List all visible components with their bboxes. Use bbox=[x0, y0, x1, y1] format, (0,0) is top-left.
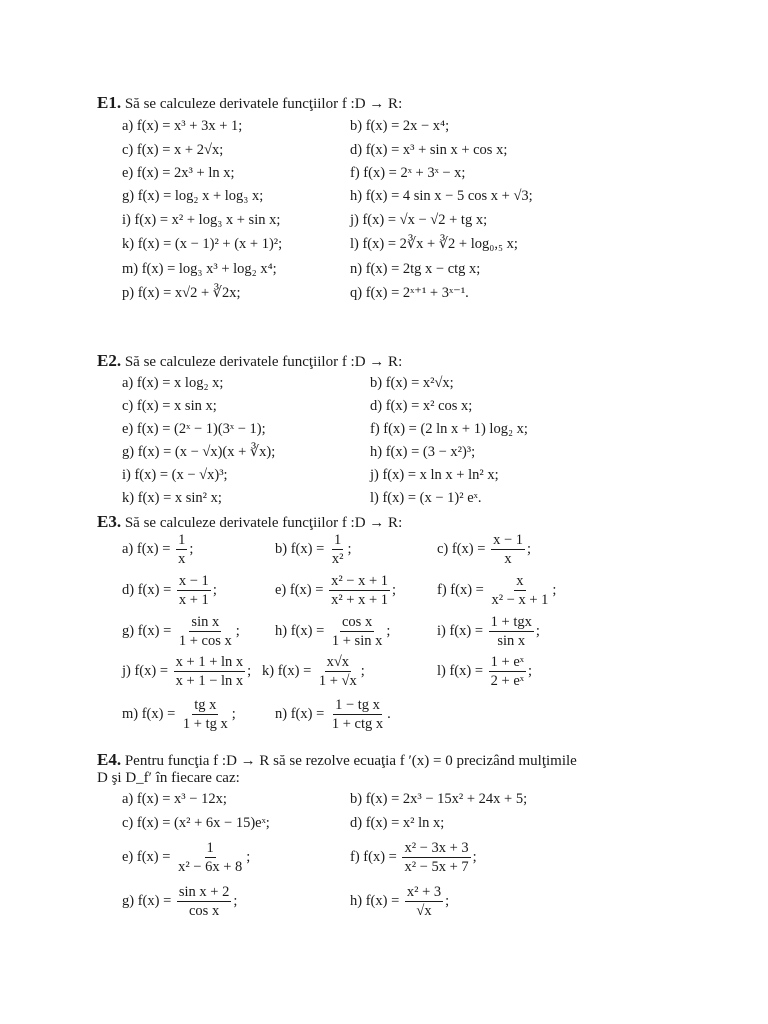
e3-suffix: ; bbox=[212, 581, 217, 598]
numerator: x − 1 bbox=[178, 573, 209, 589]
e2-item: c) f(x) = x sin x; bbox=[122, 398, 217, 414]
e4-item: b) f(x) = 2x³ − 15x² + 24x + 5; bbox=[350, 791, 528, 807]
e3-item bbox=[122, 614, 240, 649]
denominator: 1 + sin x bbox=[331, 633, 383, 649]
e1-item: k) f(x) = (x − 1)² + (x + 1)²; bbox=[122, 236, 283, 252]
e4-prefix: h) f(x) = bbox=[350, 892, 400, 909]
e1-item: g) f(x) = log₂ x + log₃ x; bbox=[122, 188, 264, 204]
denominator: cos x bbox=[189, 903, 220, 919]
denominator: sin x bbox=[497, 633, 526, 649]
e1-item: f) f(x) = 2ˣ + 3ˣ − x; bbox=[350, 165, 466, 181]
e3-prefix: c) f(x) = bbox=[437, 540, 486, 557]
fraction bbox=[330, 532, 346, 567]
e3-suffix: ; bbox=[392, 581, 397, 598]
e4-suffix: ; bbox=[445, 892, 450, 909]
fraction bbox=[402, 840, 470, 875]
e4-suffix: ; bbox=[246, 848, 251, 865]
e1-title-text: Să se calculeze derivatele funcţiilor f :D → R: bbox=[124, 96, 403, 112]
e2-item: a) f(x) = x log₂ x; bbox=[122, 375, 224, 391]
fraction bbox=[329, 573, 390, 608]
e2-item: e) f(x) = (2ˣ − 1)(3ˣ − 1); bbox=[122, 421, 266, 437]
fraction bbox=[489, 573, 550, 608]
e3-suffix: ; bbox=[386, 622, 391, 639]
e1-item: e) f(x) = 2x³ + ln x; bbox=[122, 165, 235, 181]
e1-item: i) f(x) = x² + log₃ x + sin x; bbox=[122, 212, 281, 228]
denominator: 1 + √x bbox=[318, 673, 357, 689]
denominator: 2 + eˣ bbox=[490, 673, 524, 689]
e1-title bbox=[97, 93, 402, 113]
denominator: x² − 6x + 8 bbox=[178, 859, 243, 875]
e3-title bbox=[97, 512, 402, 532]
fraction bbox=[317, 654, 359, 689]
numerator: x√x bbox=[326, 654, 350, 670]
e3-suffix: . bbox=[387, 705, 391, 722]
e2-item: j) f(x) = x ln x + ln² x; bbox=[370, 467, 499, 483]
e4-item: c) f(x) = (x² + 6x − 15)eˣ; bbox=[122, 815, 270, 831]
e4-title-line2: D şi D_f′ în fiecare caz: bbox=[97, 770, 240, 786]
e4-prefix: g) f(x) = bbox=[122, 892, 172, 909]
e2-item: b) f(x) = x²√x; bbox=[370, 375, 454, 391]
e3-item bbox=[262, 654, 365, 689]
numerator: x² − x + 1 bbox=[331, 573, 389, 589]
numerator: cos x bbox=[342, 614, 373, 630]
fraction bbox=[330, 697, 385, 732]
fraction bbox=[330, 614, 384, 649]
e4-item: d) f(x) = x² ln x; bbox=[350, 815, 445, 831]
e3-suffix: ; bbox=[189, 540, 194, 557]
denominator: x bbox=[178, 551, 186, 567]
e4-item bbox=[122, 840, 250, 875]
e4-item: a) f(x) = x³ − 12x; bbox=[122, 791, 227, 807]
e3-prefix: n) f(x) = bbox=[275, 705, 325, 722]
fraction bbox=[491, 532, 525, 567]
e3-prefix: m) f(x) = bbox=[122, 705, 176, 722]
denominator: 1 + ctg x bbox=[331, 716, 384, 732]
numerator: x² − 3x + 3 bbox=[404, 840, 469, 856]
e4-item bbox=[350, 884, 449, 919]
denominator: √x bbox=[416, 903, 432, 919]
e3-suffix: ; bbox=[247, 662, 252, 679]
e2-item: i) f(x) = (x − √x)³; bbox=[122, 467, 228, 483]
fraction bbox=[177, 573, 211, 608]
e3-suffix: ; bbox=[347, 540, 352, 557]
e1-item: l) f(x) = 2∛x + ∛2 + log₀,₅ x; bbox=[350, 236, 518, 252]
fraction bbox=[177, 884, 231, 919]
numerator: 1 bbox=[334, 532, 342, 548]
e4-prefix: e) f(x) = bbox=[122, 848, 171, 865]
e4-suffix: ; bbox=[472, 848, 477, 865]
e3-prefix: j) f(x) = bbox=[122, 662, 169, 679]
e1-item: d) f(x) = x³ + sin x + cos x; bbox=[350, 142, 508, 158]
numerator: sin x + 2 bbox=[178, 884, 230, 900]
e1-item: j) f(x) = √x − √2 + tg x; bbox=[350, 212, 488, 228]
e2-title-text: Să se calculeze derivatele funcţiilor f :D → R: bbox=[124, 354, 403, 370]
e3-item bbox=[122, 697, 236, 732]
e3-item bbox=[275, 573, 396, 608]
e4-title bbox=[97, 750, 577, 770]
e4-item bbox=[350, 840, 477, 875]
denominator: 1 + cos x bbox=[178, 633, 232, 649]
e3-prefix: a) f(x) = bbox=[122, 540, 171, 557]
denominator: x + 1 − ln x bbox=[175, 673, 244, 689]
e2-item: d) f(x) = x² cos x; bbox=[370, 398, 473, 414]
e3-item bbox=[437, 573, 556, 608]
numerator: x² + 3 bbox=[406, 884, 442, 900]
e3-item bbox=[275, 614, 390, 649]
denominator: x² − 5x + 7 bbox=[404, 859, 469, 875]
denominator: x² bbox=[331, 551, 344, 567]
numerator: x bbox=[516, 573, 524, 589]
fraction bbox=[176, 840, 244, 875]
e1-item: a) f(x) = x³ + 3x + 1; bbox=[122, 118, 243, 134]
e4-title-text: Pentru funcţia f :D → R să se rezolve ecuaţia f ′(x) = 0 precizând mulţimile bbox=[124, 753, 577, 769]
e3-prefix: h) f(x) = bbox=[275, 622, 325, 639]
numerator: tg x bbox=[194, 697, 217, 713]
e3-item bbox=[122, 573, 217, 608]
e4-suffix: ; bbox=[233, 892, 238, 909]
fraction bbox=[177, 614, 234, 649]
e1-item: c) f(x) = x + 2√x; bbox=[122, 142, 224, 158]
e1-item: h) f(x) = 4 sin x − 5 cos x + √3; bbox=[350, 188, 533, 204]
e3-item bbox=[437, 614, 540, 649]
e3-prefix: g) f(x) = bbox=[122, 622, 172, 639]
e3-suffix: ; bbox=[235, 622, 240, 639]
e3-item bbox=[122, 532, 193, 567]
fraction bbox=[489, 654, 526, 689]
e1-label: E1. bbox=[97, 93, 122, 112]
e3-suffix: ; bbox=[231, 705, 236, 722]
denominator: x² + x + 1 bbox=[331, 592, 389, 608]
e1-item: q) f(x) = 2ˣ⁺¹ + 3ˣ⁻¹. bbox=[350, 285, 469, 301]
e2-item: h) f(x) = (3 − x²)³; bbox=[370, 444, 476, 460]
fraction bbox=[174, 654, 246, 689]
e2-item: f) f(x) = (2 ln x + 1) log₂ x; bbox=[370, 421, 528, 437]
numerator: 1 bbox=[178, 532, 186, 548]
e1-item: n) f(x) = 2tg x − ctg x; bbox=[350, 261, 481, 277]
denominator: x bbox=[504, 551, 512, 567]
e3-item bbox=[275, 697, 391, 732]
denominator: x² − x + 1 bbox=[491, 592, 549, 608]
numerator: 1 + eˣ bbox=[490, 654, 524, 670]
e3-suffix: ; bbox=[552, 581, 557, 598]
fraction bbox=[489, 614, 534, 649]
numerator: x + 1 + ln x bbox=[175, 654, 244, 670]
fraction bbox=[176, 532, 187, 567]
e3-title-text: Să se calculeze derivatele funcţiilor f :D → R: bbox=[124, 515, 403, 531]
e3-item bbox=[437, 532, 531, 567]
numerator: x − 1 bbox=[493, 532, 523, 548]
e2-item: g) f(x) = (x − √x)(x + ∛x); bbox=[122, 444, 276, 460]
denominator: 1 + tg x bbox=[182, 716, 228, 732]
e3-prefix: e) f(x) = bbox=[275, 581, 324, 598]
e3-item bbox=[437, 654, 532, 689]
fraction bbox=[405, 884, 443, 919]
e4-item bbox=[122, 884, 237, 919]
denominator: x + 1 bbox=[178, 592, 209, 608]
e3-suffix: ; bbox=[527, 662, 532, 679]
e3-prefix: i) f(x) = bbox=[437, 622, 484, 639]
e2-title bbox=[97, 351, 402, 371]
fraction bbox=[181, 697, 230, 732]
e2-item: l) f(x) = (x − 1)² eˣ. bbox=[370, 490, 482, 506]
e2-label: E2. bbox=[97, 351, 122, 370]
numerator: 1 + tgx bbox=[490, 614, 532, 630]
e3-prefix: f) f(x) = bbox=[437, 581, 484, 598]
e2-item: k) f(x) = x sin² x; bbox=[122, 490, 222, 506]
numerator: 1 − tg x bbox=[335, 697, 380, 713]
e3-suffix: ; bbox=[527, 540, 532, 557]
e4-prefix: f) f(x) = bbox=[350, 848, 397, 865]
e3-label: E3. bbox=[97, 512, 122, 531]
e3-suffix: ; bbox=[535, 622, 540, 639]
numerator: 1 bbox=[206, 840, 214, 856]
e1-item: p) f(x) = x√2 + ∛2x; bbox=[122, 285, 241, 301]
e4-label: E4. bbox=[97, 750, 122, 769]
e3-prefix: d) f(x) = bbox=[122, 581, 172, 598]
e3-prefix: b) f(x) = bbox=[275, 540, 325, 557]
e3-prefix: l) f(x) = bbox=[437, 662, 484, 679]
e3-item bbox=[122, 654, 251, 689]
e3-item bbox=[275, 532, 352, 567]
e3-suffix: ; bbox=[360, 662, 365, 679]
e1-item: m) f(x) = log₃ x³ + log₂ x⁴; bbox=[122, 261, 277, 277]
e1-item: b) f(x) = 2x − x⁴; bbox=[350, 118, 450, 134]
numerator: sin x bbox=[191, 614, 220, 630]
e3-prefix: k) f(x) = bbox=[262, 662, 312, 679]
